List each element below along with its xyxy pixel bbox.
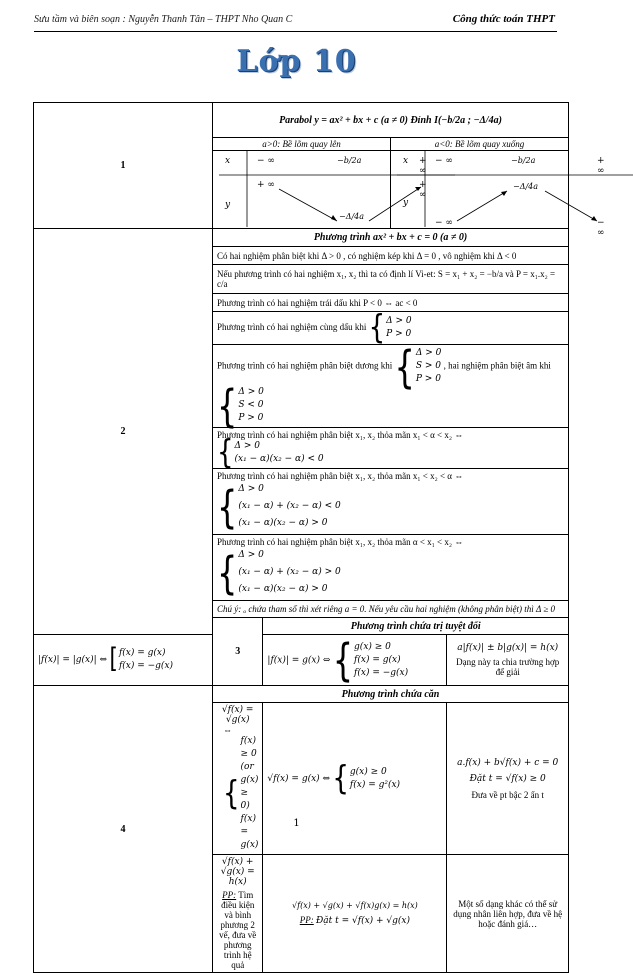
radical-case-3-set: Đặt t = √f(x) ≥ 0 <box>469 773 546 784</box>
abs-case-1: |f(x)| = |g(x)| ⇔ [ f(x) = g(x) f(x) = −g(x) <box>34 635 213 686</box>
discriminant-line: Có hai nghiệm phân biệt khi Δ > 0 , có nghiệm kép khi Δ = 0 , vô nghiệm khi Δ < 0 <box>213 247 569 265</box>
parabol-heading: Parabol y = ax² + bx + c (a ≠ 0) Đỉnh I(−b/2a ; −Δ/4a) <box>213 103 569 138</box>
alpha-left-line: Phương trình có hai nghiệm phân biệt x₁, x₂ thỏa mãn α < x₁ < x₂ ⇔ { Δ > 0 (x₁ − α) + (x₂ − α) > 0 (x₁ − α)(x₂ − α) > 0 <box>213 535 569 601</box>
radical-case-4-pp: PP: <box>222 890 237 900</box>
abs-case-1-opt-2: f(x) = −g(x) <box>118 661 174 671</box>
alpha-left-cond-1: Δ > 0 <box>238 550 264 560</box>
abs-case-2-lhs: |f(x)| = g(x) ⇔ <box>267 655 331 666</box>
radical-case-2-cond-2: f(x) = g²(x) <box>349 779 401 790</box>
note-line: Chú ý: ₒ chứa tham số thì xét riêng a = 0. Nếu yêu cầu hai nghiệm (không phân biệt) thì Δ ≥ 0 <box>213 601 569 618</box>
alpha-between-cond-2: (x₁ − α)(x₂ − α) < 0 <box>234 454 324 464</box>
row-number-3: 3 <box>213 618 263 686</box>
neg-inf-up: − ∞ <box>257 156 275 166</box>
alpha-left-cond-3: (x₁ − α)(x₂ − α) > 0 <box>238 584 328 594</box>
row-number-2: 2 <box>34 229 213 635</box>
abs-case-3 <box>447 635 569 686</box>
row-number-1: 1 <box>34 103 213 229</box>
pos-inf-left-up: + ∞ <box>257 180 275 190</box>
pos-inf-up: + ∞ <box>419 156 427 176</box>
absolute-heading: Phương trình chứa trị tuyệt đối <box>263 618 569 635</box>
variation-table-down <box>391 138 605 238</box>
radical-case-5-eq: √f(x) + √g(x) + √f(x)g(x) = h(x) <box>292 901 418 910</box>
alpha-between-cond-1: Δ > 0 <box>234 441 261 451</box>
alpha-right-cond-2: (x₁ − α) + (x₂ − α) < 0 <box>238 501 341 511</box>
negative-roots-text: , hai nghiệm phân biệt âm khi <box>443 360 551 371</box>
positive-cond-1: Δ > 0 <box>415 348 442 358</box>
same-sign-line: Phương trình có hai nghiệm cùng dấu khi { Δ > 0 P > 0 <box>213 312 569 345</box>
opposite-sign-line: Phương trình có hai nghiệm trái dấu khi P < 0 ⇔ ac < 0 <box>213 294 569 312</box>
y-label-down: y <box>403 198 409 208</box>
radical-case-3-text: Đưa về pt bậc 2 ẩn t <box>471 789 544 800</box>
row-number-4: 4 <box>34 686 213 973</box>
page-number: 1 <box>293 818 300 829</box>
neg-inf-right-down: − ∞ <box>597 218 605 238</box>
abs-case-3-text: Dạng này ta chia trường hợp để giải <box>456 657 560 677</box>
radical-case-1-cond-2: f(x) = g(x) <box>240 814 259 850</box>
header-author: Sưu tầm và biên soạn : Nguyễn Thanh Tân – THPT Nho Quan C <box>34 14 293 25</box>
positive-cond-2: S > 0 <box>415 361 442 371</box>
radical-case-6: Một số dạng khác có thể sử dụng nhân liên hợp, đưa về hệ hoặc đánh giá… <box>447 855 569 973</box>
alpha-right-cond-1: Δ > 0 <box>238 484 264 494</box>
same-sign-cond-1: Δ > 0 <box>386 316 412 326</box>
radical-case-4-text: Tìm điều kiện và bình phương 2 vế, đưa về phương trình hệ quả <box>219 890 257 970</box>
radical-case-5-text: Đặt t = √f(x) + √g(x) <box>316 916 411 926</box>
pos-inf-right-up: + ∞ <box>419 180 427 200</box>
alpha-left-text: Phương trình có hai nghiệm phân biệt x₁, x₂ thỏa mãn α < x₁ < x₂ ⇔ <box>217 537 464 547</box>
positive-negative-roots-line: Phương trình có hai nghiệm phân biệt dương khi { Δ > 0 S > 0 P > 0 , hai nghiệm phân biệt âm khi { Δ > 0 S < 0 P > 0 <box>213 345 569 428</box>
header-subject: Công thức toán THPT <box>452 13 555 25</box>
radical-case-2-lhs: √f(x) = g(x) ⇔ <box>267 773 331 784</box>
negative-cond-3: P > 0 <box>238 413 264 423</box>
radical-case-3 <box>447 703 569 855</box>
radical-heading: Phương trình chứa căn <box>213 686 569 703</box>
formula-table <box>33 102 605 973</box>
radical-case-4-eq: √f(x) + √g(x) = h(x) <box>220 857 255 887</box>
positive-roots-text: Phương trình có hai nghiệm phân biệt dương khi <box>217 360 393 371</box>
radical-case-1-eq: √f(x) = √g(x) <box>221 705 254 725</box>
caption-up: a>0: Bề lõm quay lên <box>213 138 390 151</box>
neg-inf-left-down: − ∞ <box>435 218 453 228</box>
radical-case-1: √f(x) = √g(x) ⇔ { f(x) ≥ 0 (or g(x) ≥ 0) f(x) = g(x) <box>213 703 263 855</box>
radical-case-2: √f(x) = g(x) ⇔ { g(x) ≥ 0 f(x) = g²(x) <box>263 703 447 855</box>
abs-case-2: |f(x)| = g(x) ⇔ { g(x) ≥ 0 f(x) = g(x) f(x) = −g(x) <box>263 635 447 686</box>
positive-cond-3: P > 0 <box>415 374 441 384</box>
same-sign-cond-2: P > 0 <box>386 329 412 339</box>
x-label-down: x <box>403 156 409 166</box>
abs-case-1-lhs: |f(x)| = |g(x)| ⇔ <box>38 655 108 666</box>
same-sign-text: Phương trình có hai nghiệm cùng dấu khi <box>217 322 367 333</box>
vieta-line: Nếu phương trình có hai nghiệm x₁, x₂ thì ta có định lí Vi-et: S = x₁ + x₂ = −b/a và P = x₁.x₂ = c/a <box>213 265 569 294</box>
alpha-right-line: Phương trình có hai nghiệm phân biệt x₁, x₂ thỏa mãn x₁ < x₂ < α ⇔ { Δ > 0 (x₁ − α) + (x₂ − α) < 0 (x₁ − α)(x₂ − α) > 0 <box>213 469 569 535</box>
vertex-x-down: −b/2a <box>511 156 536 165</box>
radical-case-4 <box>213 855 263 973</box>
abs-case-2-cond: g(x) ≥ 0 <box>354 641 391 652</box>
quadratic-heading: Phương trình ax² + bx + c = 0 (a ≠ 0) <box>213 229 569 247</box>
variation-table-up <box>213 138 427 228</box>
radical-case-5 <box>263 855 447 973</box>
radical-case-2-cond-1: g(x) ≥ 0 <box>349 766 387 777</box>
caption-down: a<0: Bề lõm quay xuống <box>391 138 568 151</box>
pos-inf-down: + ∞ <box>597 156 605 176</box>
negative-cond-1: Δ > 0 <box>238 387 264 397</box>
abs-case-2-opt-1: f(x) = g(x) <box>354 654 401 665</box>
vertex-y-down: −Δ/4a <box>513 182 539 191</box>
abs-case-2-opt-2: f(x) = −g(x) <box>354 667 409 678</box>
abs-case-1-opt-1: f(x) = g(x) <box>118 648 166 658</box>
neg-inf-down: − ∞ <box>435 156 453 166</box>
radical-case-3-eq: a.f(x) + b√f(x) + c = 0 <box>457 757 559 768</box>
page-title: Lớp 10 <box>236 44 357 79</box>
abs-case-3-eq: a|f(x)| ± b|g(x)| = h(x) <box>457 643 559 653</box>
x-label-up: x <box>225 156 231 166</box>
negative-cond-2: S < 0 <box>238 400 264 410</box>
alpha-between-text: Phương trình có hai nghiệm phân biệt x₁, x₂ thỏa mãn x₁ < α < x₂ ⇔ <box>217 430 464 440</box>
alpha-right-text: Phương trình có hai nghiệm phân biệt x₁, x₂ thỏa mãn x₁ < x₂ < α ⇔ <box>217 471 464 481</box>
y-label-up: y <box>225 200 231 210</box>
vertex-y-up: −Δ/4a <box>339 212 365 221</box>
radical-case-1-cond-1: f(x) ≥ 0 (or g(x) ≥ 0) <box>240 736 259 811</box>
alpha-right-cond-3: (x₁ − α)(x₂ − α) > 0 <box>238 518 328 528</box>
alpha-between-line: Phương trình có hai nghiệm phân biệt x₁, x₂ thỏa mãn x₁ < α < x₂ ⇔ { Δ > 0 (x₁ − α)(x₂ − α) < 0 <box>213 428 569 469</box>
header-divider <box>34 31 557 32</box>
vertex-x-up: −b/2a <box>337 156 362 165</box>
alpha-left-cond-2: (x₁ − α) + (x₂ − α) > 0 <box>238 567 341 577</box>
radical-case-5-pp: PP: <box>299 915 314 925</box>
